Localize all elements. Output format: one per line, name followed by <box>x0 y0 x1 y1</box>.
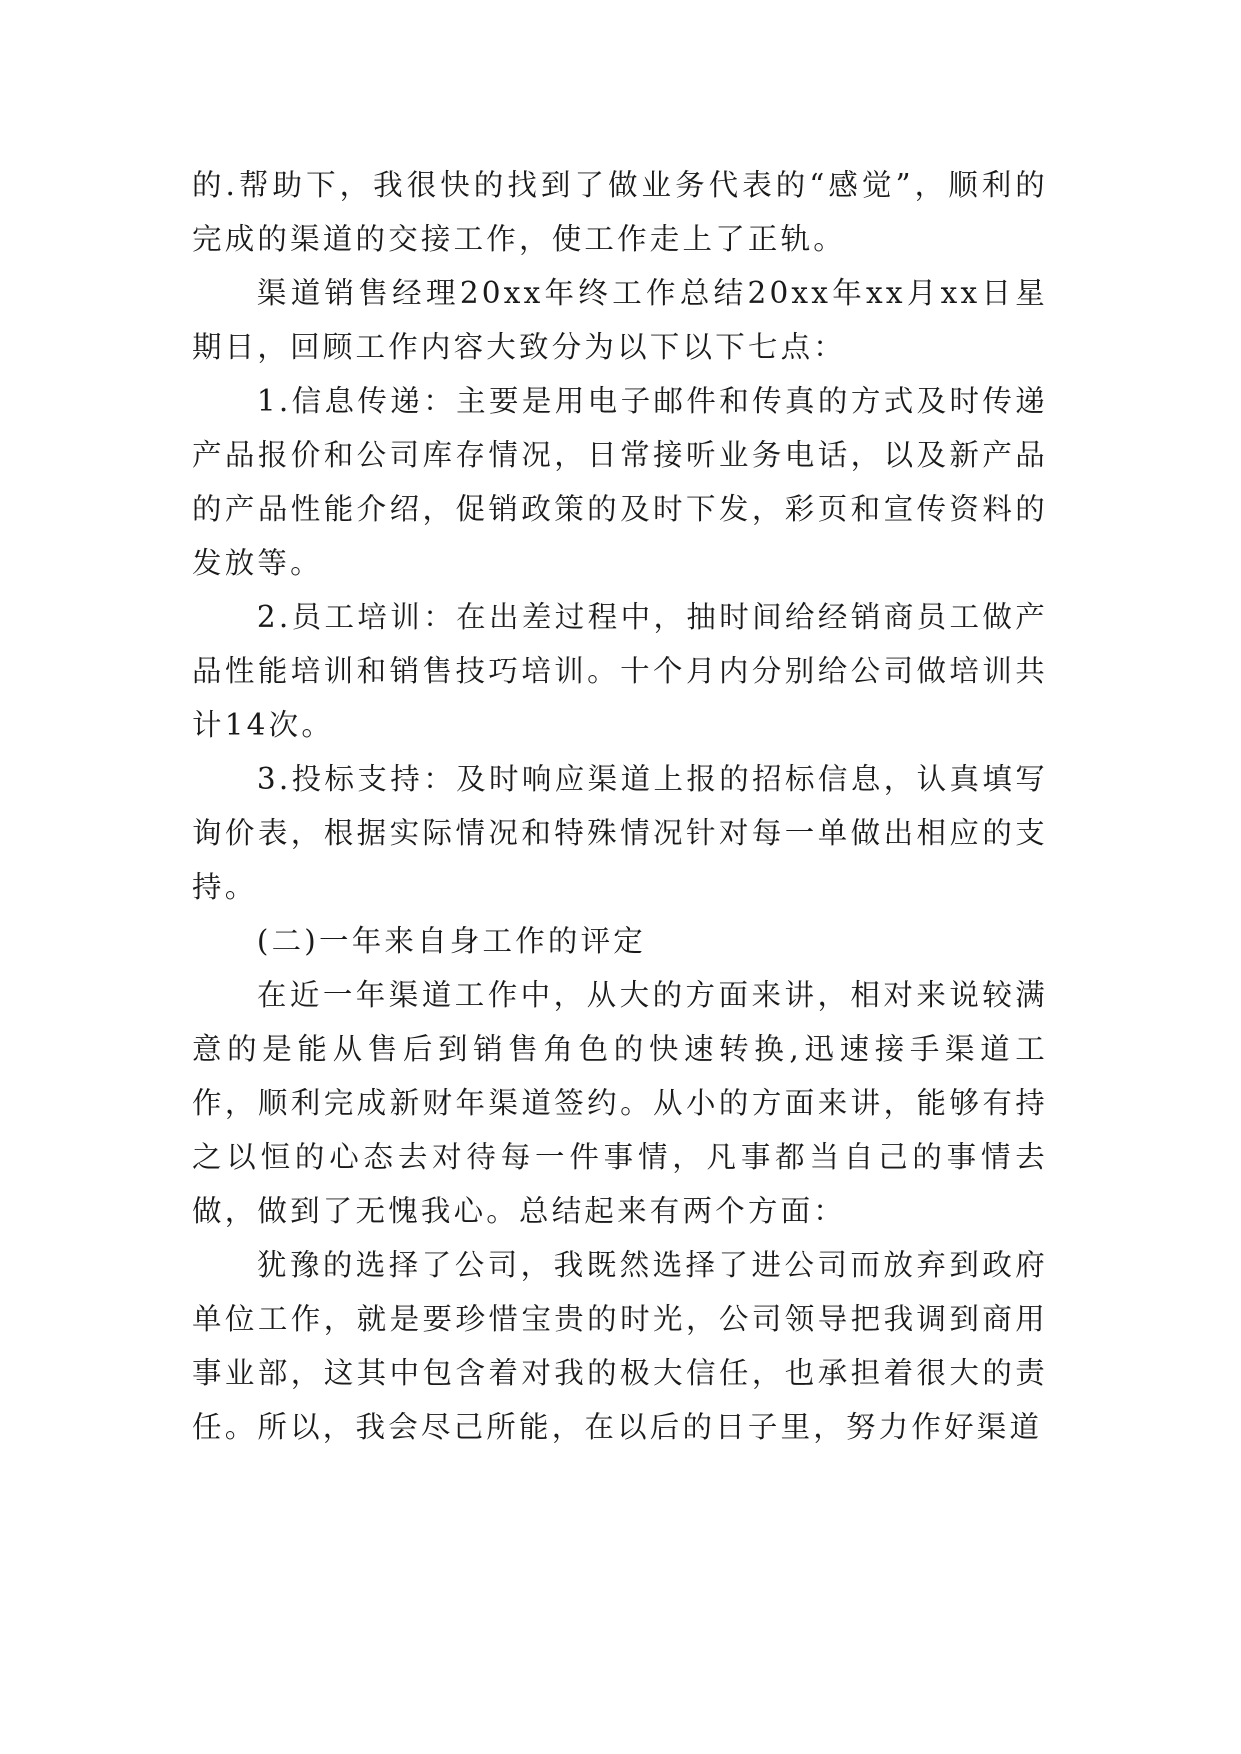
paragraph-item-2: 2.员工培训：在出差过程中，抽时间给经销商员工做产品性能培训和销售技巧培训。十个月内分别给公司做培训共计14次。 <box>192 600 1048 742</box>
paragraph-evaluation: 在近一年渠道工作中，从大的方面来讲，相对来说较满意的是能从售后到销售角色的快速转换,迅速接手渠道工作，顺利完成新财年渠道签约。从小的方面来讲，能够有持之以恒的心态去对待每一件事情，凡事都当自己的事情去做，做到了无愧我心。总结起来有两个方面： <box>192 978 1048 1228</box>
section-heading: (二)一年来自身工作的评定 <box>256 924 647 958</box>
document-body <box>192 158 1048 1454</box>
paragraph-continuation: 的.帮助下，我很快的找到了做业务代表的“感觉”，顺利的完成的渠道的交接工作，使工作走上了正轨。 <box>192 168 1048 256</box>
paragraph-item-1: 1.信息传递：主要是用电子邮件和传真的方式及时传递产品报价和公司库存情况，日常接听业务电话，以及新产品的产品性能介绍，促销政策的及时下发，彩页和宣传资料的发放等。 <box>192 384 1048 580</box>
paragraph-item-3: 3.投标支持：及时响应渠道上报的招标信息，认真填写询价表，根据实际情况和特殊情况针对每一单做出相应的支持。 <box>192 762 1048 904</box>
paragraph-choice: 犹豫的选择了公司，我既然选择了进公司而放弃到政府单位工作，就是要珍惜宝贵的时光，公司领导把我调到商用事业部，这其中包含着对我的极大信任，也承担着很大的责任。所以，我会尽己所能，在以后的日子里，努力作好渠道 <box>192 1248 1048 1444</box>
paragraph-summary-intro: 渠道销售经理20xx年终工作总结20xx年xx月xx日星期日，回顾工作内容大致分为以下以下七点： <box>192 276 1048 364</box>
